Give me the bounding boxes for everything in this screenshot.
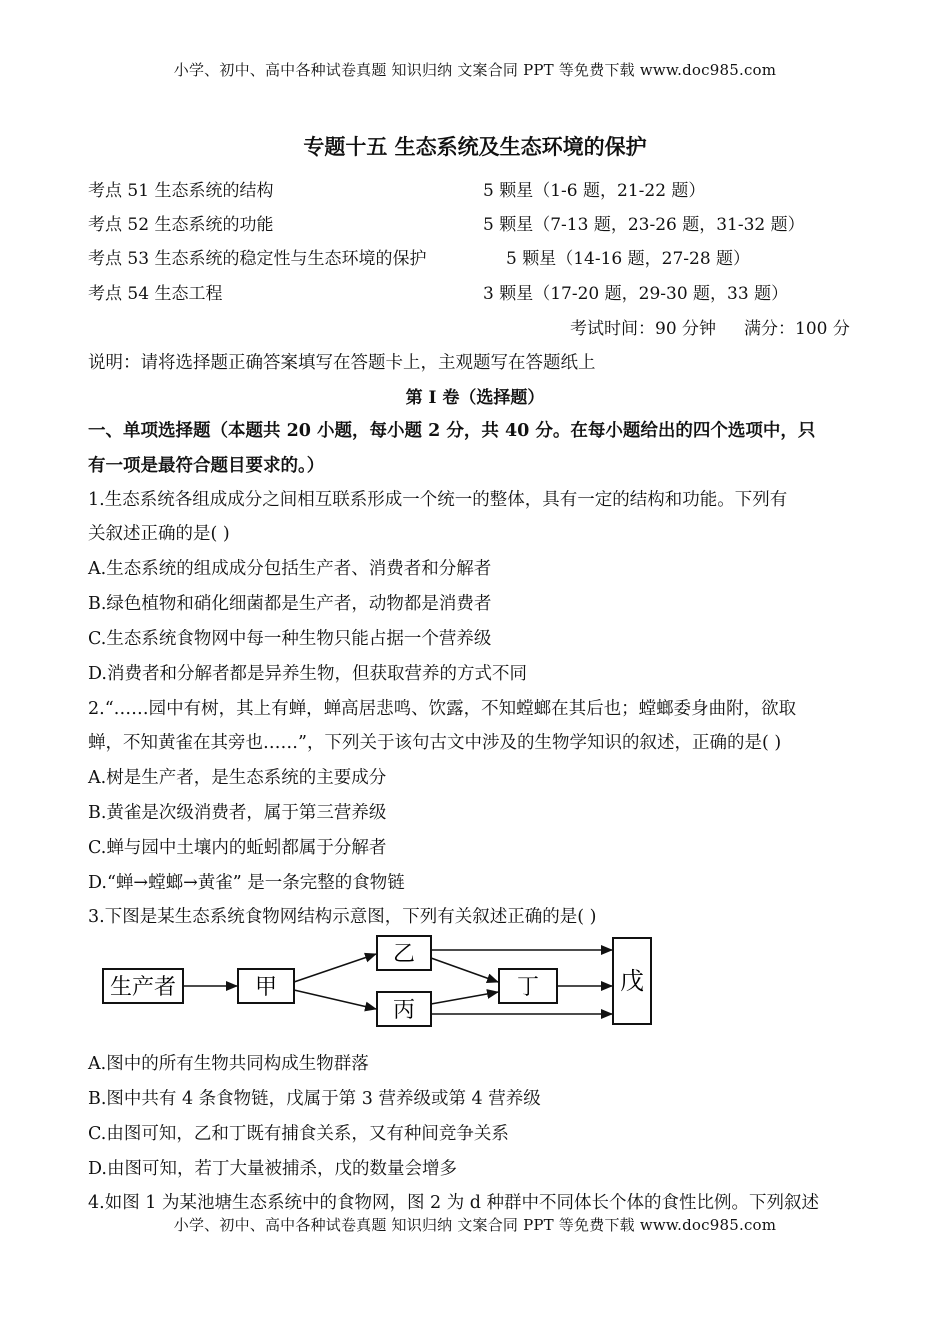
- full-score: 满分：100 分: [744, 319, 850, 339]
- exam-meta: [570, 314, 850, 339]
- q1-option-d: D.消费者和分解者都是异养生物，但获取营养的方式不同: [88, 664, 527, 684]
- q2-option-c: C.蝉与园中土壤内的蚯蚓都属于分解者: [88, 838, 387, 858]
- q4-stem-line1: 4.如图 1 为某池塘生态系统中的食物网，图 2 为 d 种群中不同体长个体的食性比例。下列叙述: [88, 1193, 820, 1213]
- label-bing: 丙: [392, 998, 416, 1023]
- q1-option-c: C.生态系统食物网中每一种生物只能占据一个营养级: [88, 629, 492, 649]
- food-web-diagram: [95, 932, 665, 1032]
- q1-stem-line2: 关叙述正确的是( ): [88, 524, 230, 544]
- note: 说明：请将选择题正确答案填写在答题卡上，主观题写在答题纸上: [88, 353, 596, 373]
- arrow-bing-ding: [431, 992, 498, 1004]
- kaodian-stars: 3 颗星（17-20 题，29-30 题，33 题）: [483, 284, 789, 304]
- q1-stem-line1: 1.生态系统各组成成分之间相互联系形成一个统一的整体，具有一定的结构和功能。下列有: [88, 490, 788, 510]
- kaodian-stars: 5 颗星（1-6 题，21-22 题）: [483, 181, 706, 201]
- q2-option-a: A.树是生产者，是生态系统的主要成分: [88, 768, 387, 788]
- q3-option-b: B.图中共有 4 条食物链，戊属于第 3 营养级或第 4 营养级: [88, 1089, 541, 1109]
- volume-title: 第 I 卷（选择题）: [405, 388, 545, 408]
- page-title: 专题十五 生态系统及生态环境的保护: [303, 135, 647, 159]
- page-footer: 小学、初中、高中各种试卷真题 知识归纳 文案合同 PPT 等免费下载 www.doc985.com: [173, 1216, 777, 1234]
- kaodian-stars: 5 颗星（7-13 题，23-26 题，31-32 题）: [483, 215, 805, 235]
- label-wu: 戊: [620, 967, 644, 995]
- q3-stem: 3.下图是某生态系统食物网结构示意图，下列有关叙述正确的是( ): [88, 907, 597, 927]
- q2-stem-line2: 蝉，不知黄雀在其旁也……”，下列关于该句古文中涉及的生物学知识的叙述，正确的是( ): [88, 733, 782, 753]
- q2-stem-line1: 2.“……园中有树，其上有蝉，蝉高居悲鸣、饮露，不知螳螂在其后也；螳螂委身曲附，欲取: [88, 699, 797, 719]
- kaodian-label: 考点 53 生态系统的稳定性与生态环境的保护: [88, 249, 427, 269]
- q2-option-b: B.黄雀是次级消费者，属于第三营养级: [88, 803, 387, 823]
- q3-option-d: D.由图可知，若丁大量被捕杀，戊的数量会增多: [88, 1159, 457, 1179]
- q3-option-a: A.图中的所有生物共同构成生物群落: [88, 1054, 369, 1074]
- q1-option-b: B.绿色植物和硝化细菌都是生产者，动物都是消费者: [88, 594, 492, 614]
- section-heading-line2: 有一项是最符合题目要求的。）: [88, 456, 325, 476]
- q1-option-a: A.生态系统的组成成分包括生产者、消费者和分解者: [88, 559, 492, 579]
- section-heading-line1: 一、单项选择题（本题共 20 小题，每小题 2 分，共 40 分。在每小题给出的四个选项中，只: [88, 421, 816, 441]
- label-yi: 乙: [392, 942, 416, 967]
- arrow-jia-yi: [294, 954, 376, 982]
- label-ding: 丁: [516, 975, 540, 1000]
- page-header: 小学、初中、高中各种试卷真题 知识归纳 文案合同 PPT 等免费下载 www.doc985.com: [173, 61, 777, 79]
- kaodian-label: 考点 54 生态工程: [88, 284, 223, 304]
- kaodian-stars: 5 颗星（14-16 题，27-28 题）: [506, 249, 751, 269]
- label-jia: 甲: [254, 975, 278, 1000]
- kaodian-label: 考点 51 生态系统的结构: [88, 181, 274, 201]
- label-producer: 生产者: [109, 975, 177, 1000]
- kaodian-label: 考点 52 生态系统的功能: [88, 215, 274, 235]
- arrow-jia-bing: [294, 990, 376, 1009]
- q2-option-d: D.“蝉→螳螂→黄雀” 是一条完整的食物链: [88, 873, 405, 893]
- arrow-yi-ding: [431, 958, 498, 982]
- q3-option-c: C.由图可知，乙和丁既有捕食关系，又有种间竞争关系: [88, 1124, 509, 1144]
- exam-time: 考试时间：90 分钟: [570, 319, 717, 339]
